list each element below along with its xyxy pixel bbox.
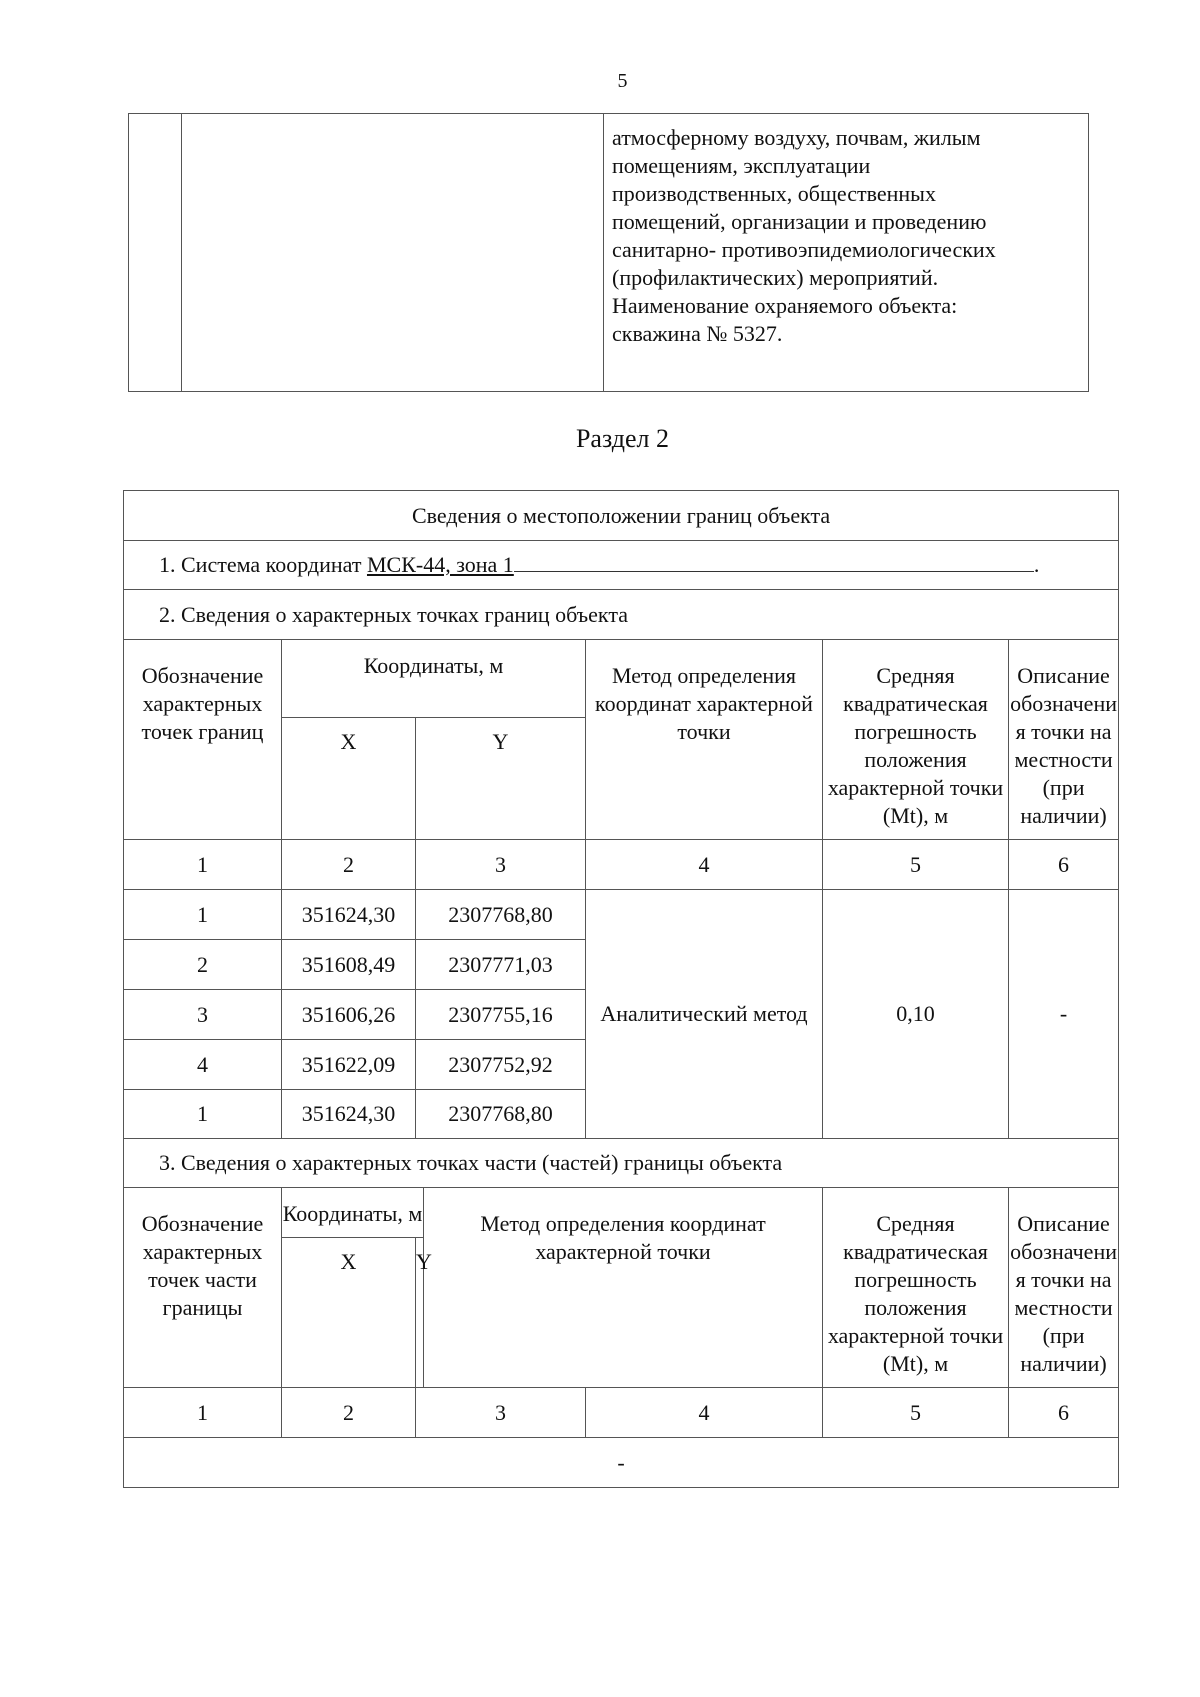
col-number: 4 xyxy=(586,840,823,890)
x-cell: 351608,49 xyxy=(282,940,416,990)
col-number: 3 xyxy=(416,840,586,890)
text-line: помещениям, эксплуатации xyxy=(612,153,871,178)
col-number: 5 xyxy=(823,840,1009,890)
page-number: 5 xyxy=(617,70,628,92)
part2-heading: 2. Сведения о характерных точках границ объекта xyxy=(124,590,1119,640)
header-error: Средняя квадратическая погрешность положения характерной точки (Mt), м xyxy=(823,640,1009,840)
x-cell: 351624,30 xyxy=(282,1090,416,1139)
table-title: Сведения о местоположении границ объекта xyxy=(124,491,1119,541)
header-error: Средняя квадратическая погрешность положения характерной точки (Mt), м xyxy=(823,1188,1009,1388)
col-number: 5 xyxy=(823,1388,1009,1438)
header-coords: Координаты, м xyxy=(282,1188,424,1238)
y-cell: 2307752,92 xyxy=(416,1040,586,1090)
y-cell: 2307768,80 xyxy=(416,890,586,940)
coord-system-value: МСК-44, зона 1 xyxy=(366,552,514,577)
point-cell: 2 xyxy=(124,940,282,990)
header-method: Метод определения координат характерной точки xyxy=(586,640,823,840)
col-number: 6 xyxy=(1009,1388,1119,1438)
header-point: Обозначение характерных точек границ xyxy=(124,640,282,840)
point-cell: 3 xyxy=(124,990,282,1040)
x-cell: 351622,09 xyxy=(282,1040,416,1090)
coord-system-prefix: 1. Система координат xyxy=(159,552,367,577)
continuation-table xyxy=(128,113,1089,392)
point-cell: 1 xyxy=(124,890,282,940)
header-y: Y xyxy=(416,718,586,840)
text-line: производственных, общественных xyxy=(612,181,936,206)
section-title: Раздел 2 xyxy=(575,424,670,453)
underline-blank xyxy=(514,553,1034,572)
desc-cell: - xyxy=(1009,890,1119,1139)
header-x: X xyxy=(282,718,416,840)
header-desc: Описание обозначени я точки на местности (при наличии) xyxy=(1009,640,1119,840)
point-cell: 4 xyxy=(124,1040,282,1090)
col-number: 1 xyxy=(124,840,282,890)
header-method: Метод определения координат характерной точки xyxy=(424,1188,823,1388)
point-cell: 1 xyxy=(124,1090,282,1139)
header-x: X xyxy=(282,1238,416,1388)
header-point: Обозначение характерных точек части границы xyxy=(124,1188,282,1388)
y-cell: 2307771,03 xyxy=(416,940,586,990)
y-cell: 2307768,80 xyxy=(416,1090,586,1139)
header-coords: Координаты, м xyxy=(282,640,586,718)
continuation-text xyxy=(604,114,1088,391)
col-number: 3 xyxy=(416,1388,586,1438)
col-number: 6 xyxy=(1009,840,1119,890)
text-line: Наименование охраняемого объекта: xyxy=(612,293,958,318)
text-line: санитарно- противоэпидемиологических xyxy=(612,237,996,262)
continuation-cell-1 xyxy=(129,114,182,391)
col-number: 4 xyxy=(586,1388,823,1438)
header-y: Y xyxy=(416,1238,424,1388)
part3-heading: 3. Сведения о характерных точках части (частей) границы объекта xyxy=(124,1139,1119,1188)
continuation-cell-2 xyxy=(182,114,604,391)
text-line: помещений, организации и проведению xyxy=(612,209,987,234)
boundary-table xyxy=(123,490,1119,1488)
y-cell: 2307755,16 xyxy=(416,990,586,1040)
empty-row: - xyxy=(124,1438,1119,1488)
table-row xyxy=(124,890,1119,940)
text-line: (профилактических) мероприятий. xyxy=(612,265,939,290)
coord-system-suffix: . xyxy=(1033,552,1040,577)
text-line: скважина № 5327. xyxy=(612,321,783,346)
col-number: 1 xyxy=(124,1388,282,1438)
x-cell: 351624,30 xyxy=(282,890,416,940)
col-number: 2 xyxy=(282,840,416,890)
text-line: атмосферному воздуху, почвам, жилым xyxy=(612,125,981,150)
coordinate-system xyxy=(124,541,1119,590)
col-number: 2 xyxy=(282,1388,416,1438)
header-desc: Описание обозначени я точки на местности (при наличии) xyxy=(1009,1188,1119,1388)
x-cell: 351606,26 xyxy=(282,990,416,1040)
error-cell: 0,10 xyxy=(823,890,1009,1139)
method-cell: Аналитический метод xyxy=(586,890,823,1139)
